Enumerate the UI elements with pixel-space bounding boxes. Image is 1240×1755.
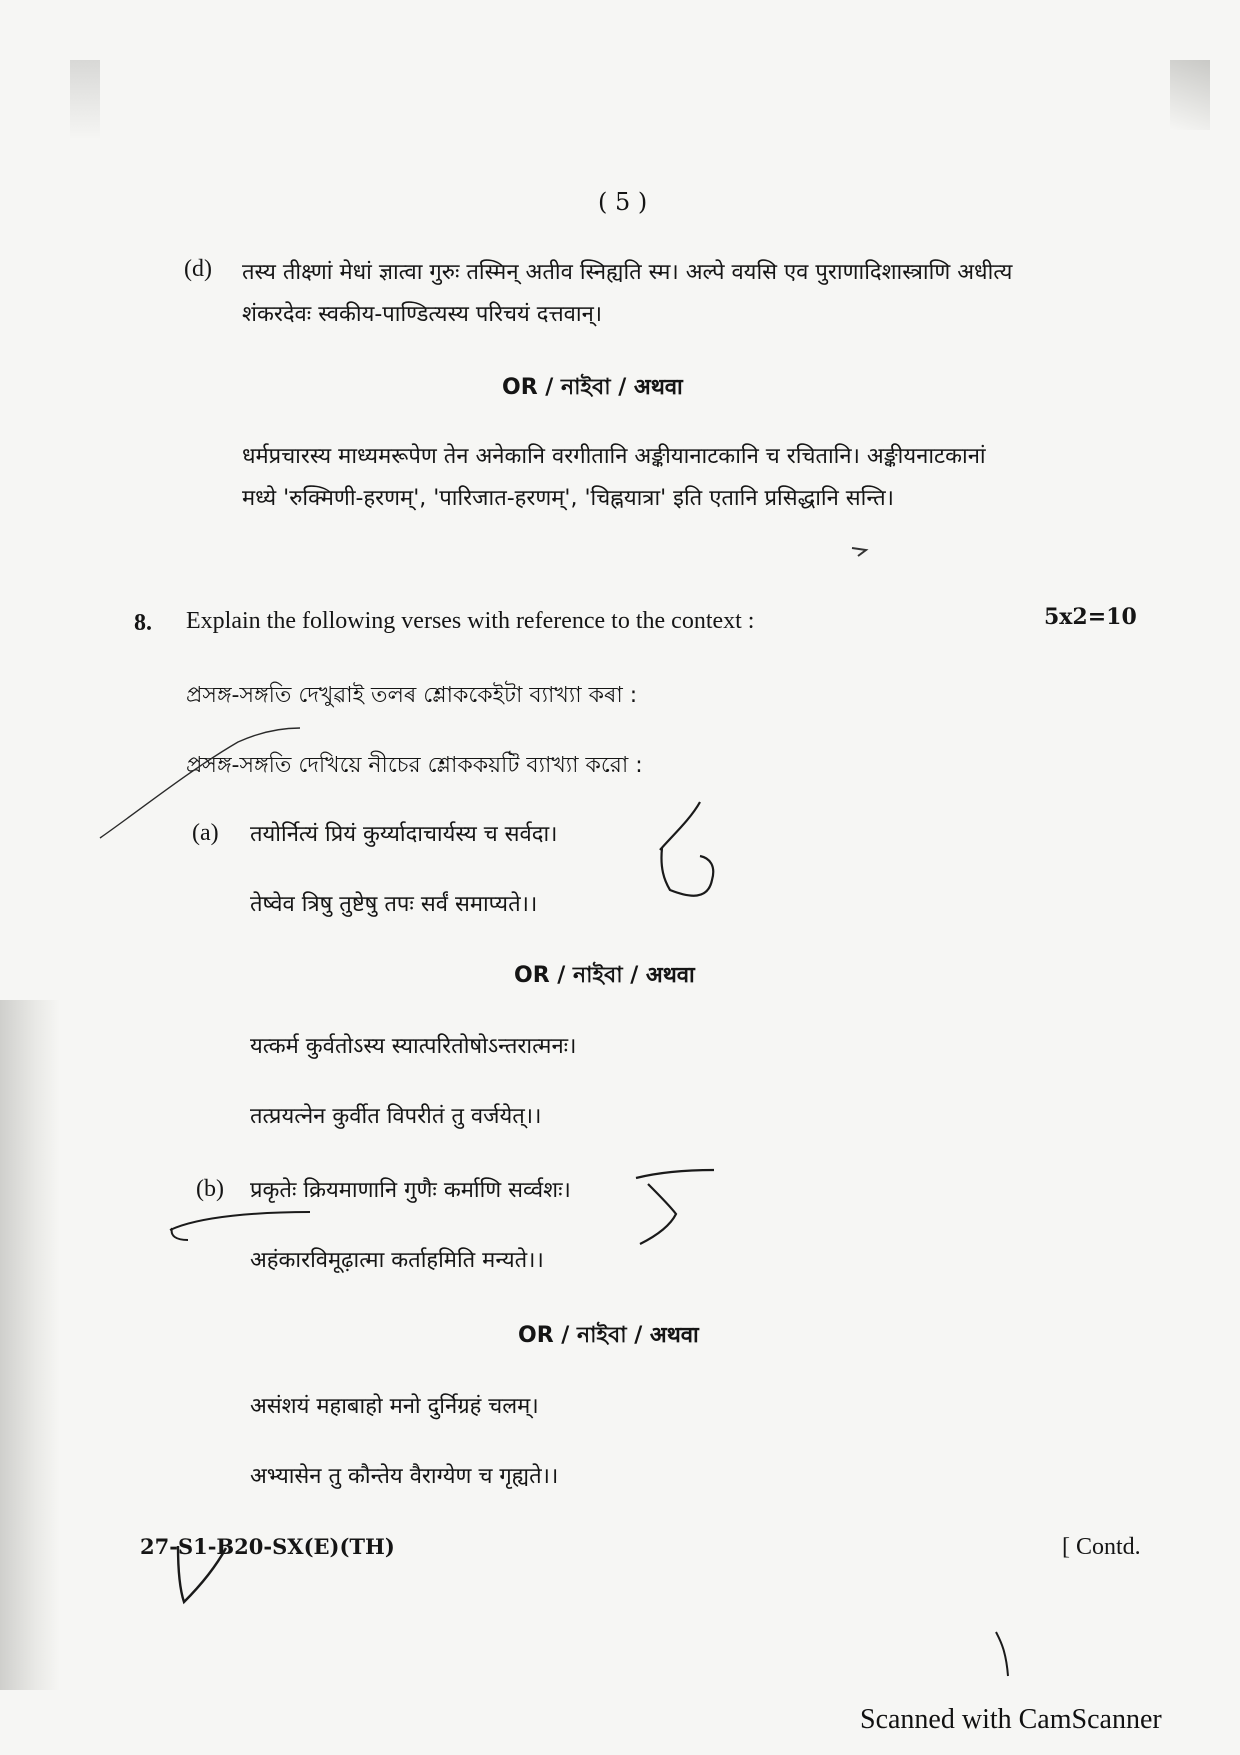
q8a-verse-1-line-1: तयोर्नित्यं प्रियं कुर्य्यादाचार्यस्य च सर्वदा।: [250, 822, 558, 847]
q8b-or-separator: OR / নাইবা / अथवा: [518, 1323, 699, 1348]
pen-mark-line-bengali: [100, 728, 300, 838]
q8a-or-separator: OR / নাইবা / अथवा: [514, 963, 695, 988]
q8b-verse-1-line-1: प्रकृतेः क्रियमाणानि गुणैः कर्माणि सर्व्वशः।: [250, 1178, 571, 1203]
paper-code: 27-S1-B20-SX(E)(TH): [140, 1534, 395, 1559]
pen-mark-tick-footer: [178, 1546, 226, 1602]
pen-mark-underline-b: [170, 1212, 310, 1240]
q8-instruction-assamese: প্ৰসঙ্গ-সঙ্গতি দেখুৱাই তলৰ শ্লোককেইটা ব্যাখ্যা কৰা :: [186, 683, 638, 708]
pen-mark-bottom-right: [996, 1632, 1008, 1676]
continued-marker: [ Contd.: [1062, 1534, 1141, 1560]
pen-mark-5-a: [660, 802, 713, 896]
q7d-alt-line-2: मध्ये 'रुक्मिणी-हरणम्', 'पारिजात-हरणम्', 'चिह्नयात्रा' इति एतानि प्रसिद्धानि सन्ति।: [242, 486, 895, 511]
q7d-alt-line-1: धर्मप्रचारस्य माध्यमरूपेण तेन अनेकानि वरगीतानि अङ्कीयानाटकानि च रचितानि। अङ्कीयनाटकानां: [242, 444, 986, 469]
q7d-or-separator: OR / নাইবা / अथवा: [502, 375, 683, 400]
q7d-label: (d): [184, 256, 212, 282]
pen-mark-arrow-small: [852, 548, 866, 556]
q8-instruction-bengali: প্রসঙ্গ-সঙ্গতি দেখিয়ে নীচের শ্লোককয়টি ব্যাখ্যা করো :: [186, 753, 643, 778]
q8b-verse-1-line-2: अहंकारविमूढ़ात्मा कर्ताहमिति मन्यते।।: [250, 1248, 544, 1273]
q8a-label: (a): [192, 820, 219, 846]
pen-mark-5-b: [636, 1170, 714, 1244]
q7d-line-2: शंकरदेवः स्वकीय-पाण्डित्यस्य परिचयं दत्तवान्।: [242, 302, 603, 327]
q8b-label: (b): [196, 1176, 224, 1202]
q8a-verse-2-line-2: तत्प्रयत्नेन कुर्वीत विपरीतं तु वर्जयेत्।।: [250, 1104, 542, 1129]
q8a-verse-1-line-2: तेष्वेव त्रिषु तुष्टेषु तपः सर्वं समाप्यते।।: [250, 892, 538, 917]
page-number: ( 5 ): [598, 188, 648, 216]
q8-instruction-english: Explain the following verses with reference to the context :: [186, 608, 755, 634]
camscanner-watermark: Scanned with CamScanner: [860, 1704, 1162, 1735]
q8b-verse-2-line-1: असंशयं महाबाहो मनो दुर्निग्रहं चलम्।: [250, 1394, 539, 1419]
q8a-verse-2-line-1: यत्कर्म कुर्वतोऽस्य स्यात्परितोषोऽन्तरात्मनः।: [250, 1034, 577, 1059]
q8b-verse-2-line-2: अभ्यासेन तु कौन्तेय वैराग्येण च गृह्यते।।: [250, 1464, 559, 1489]
q8-number: 8.: [134, 610, 152, 636]
q8-marks: 5x2=10: [1044, 604, 1137, 630]
q7d-line-1: तस्य तीक्ष्णां मेधां ज्ञात्वा गुरुः तस्मिन् अतीव स्निह्यति स्म। अल्पे वयसि एव पुराणादिशास्त्राणि अधीत्य: [242, 260, 1013, 285]
